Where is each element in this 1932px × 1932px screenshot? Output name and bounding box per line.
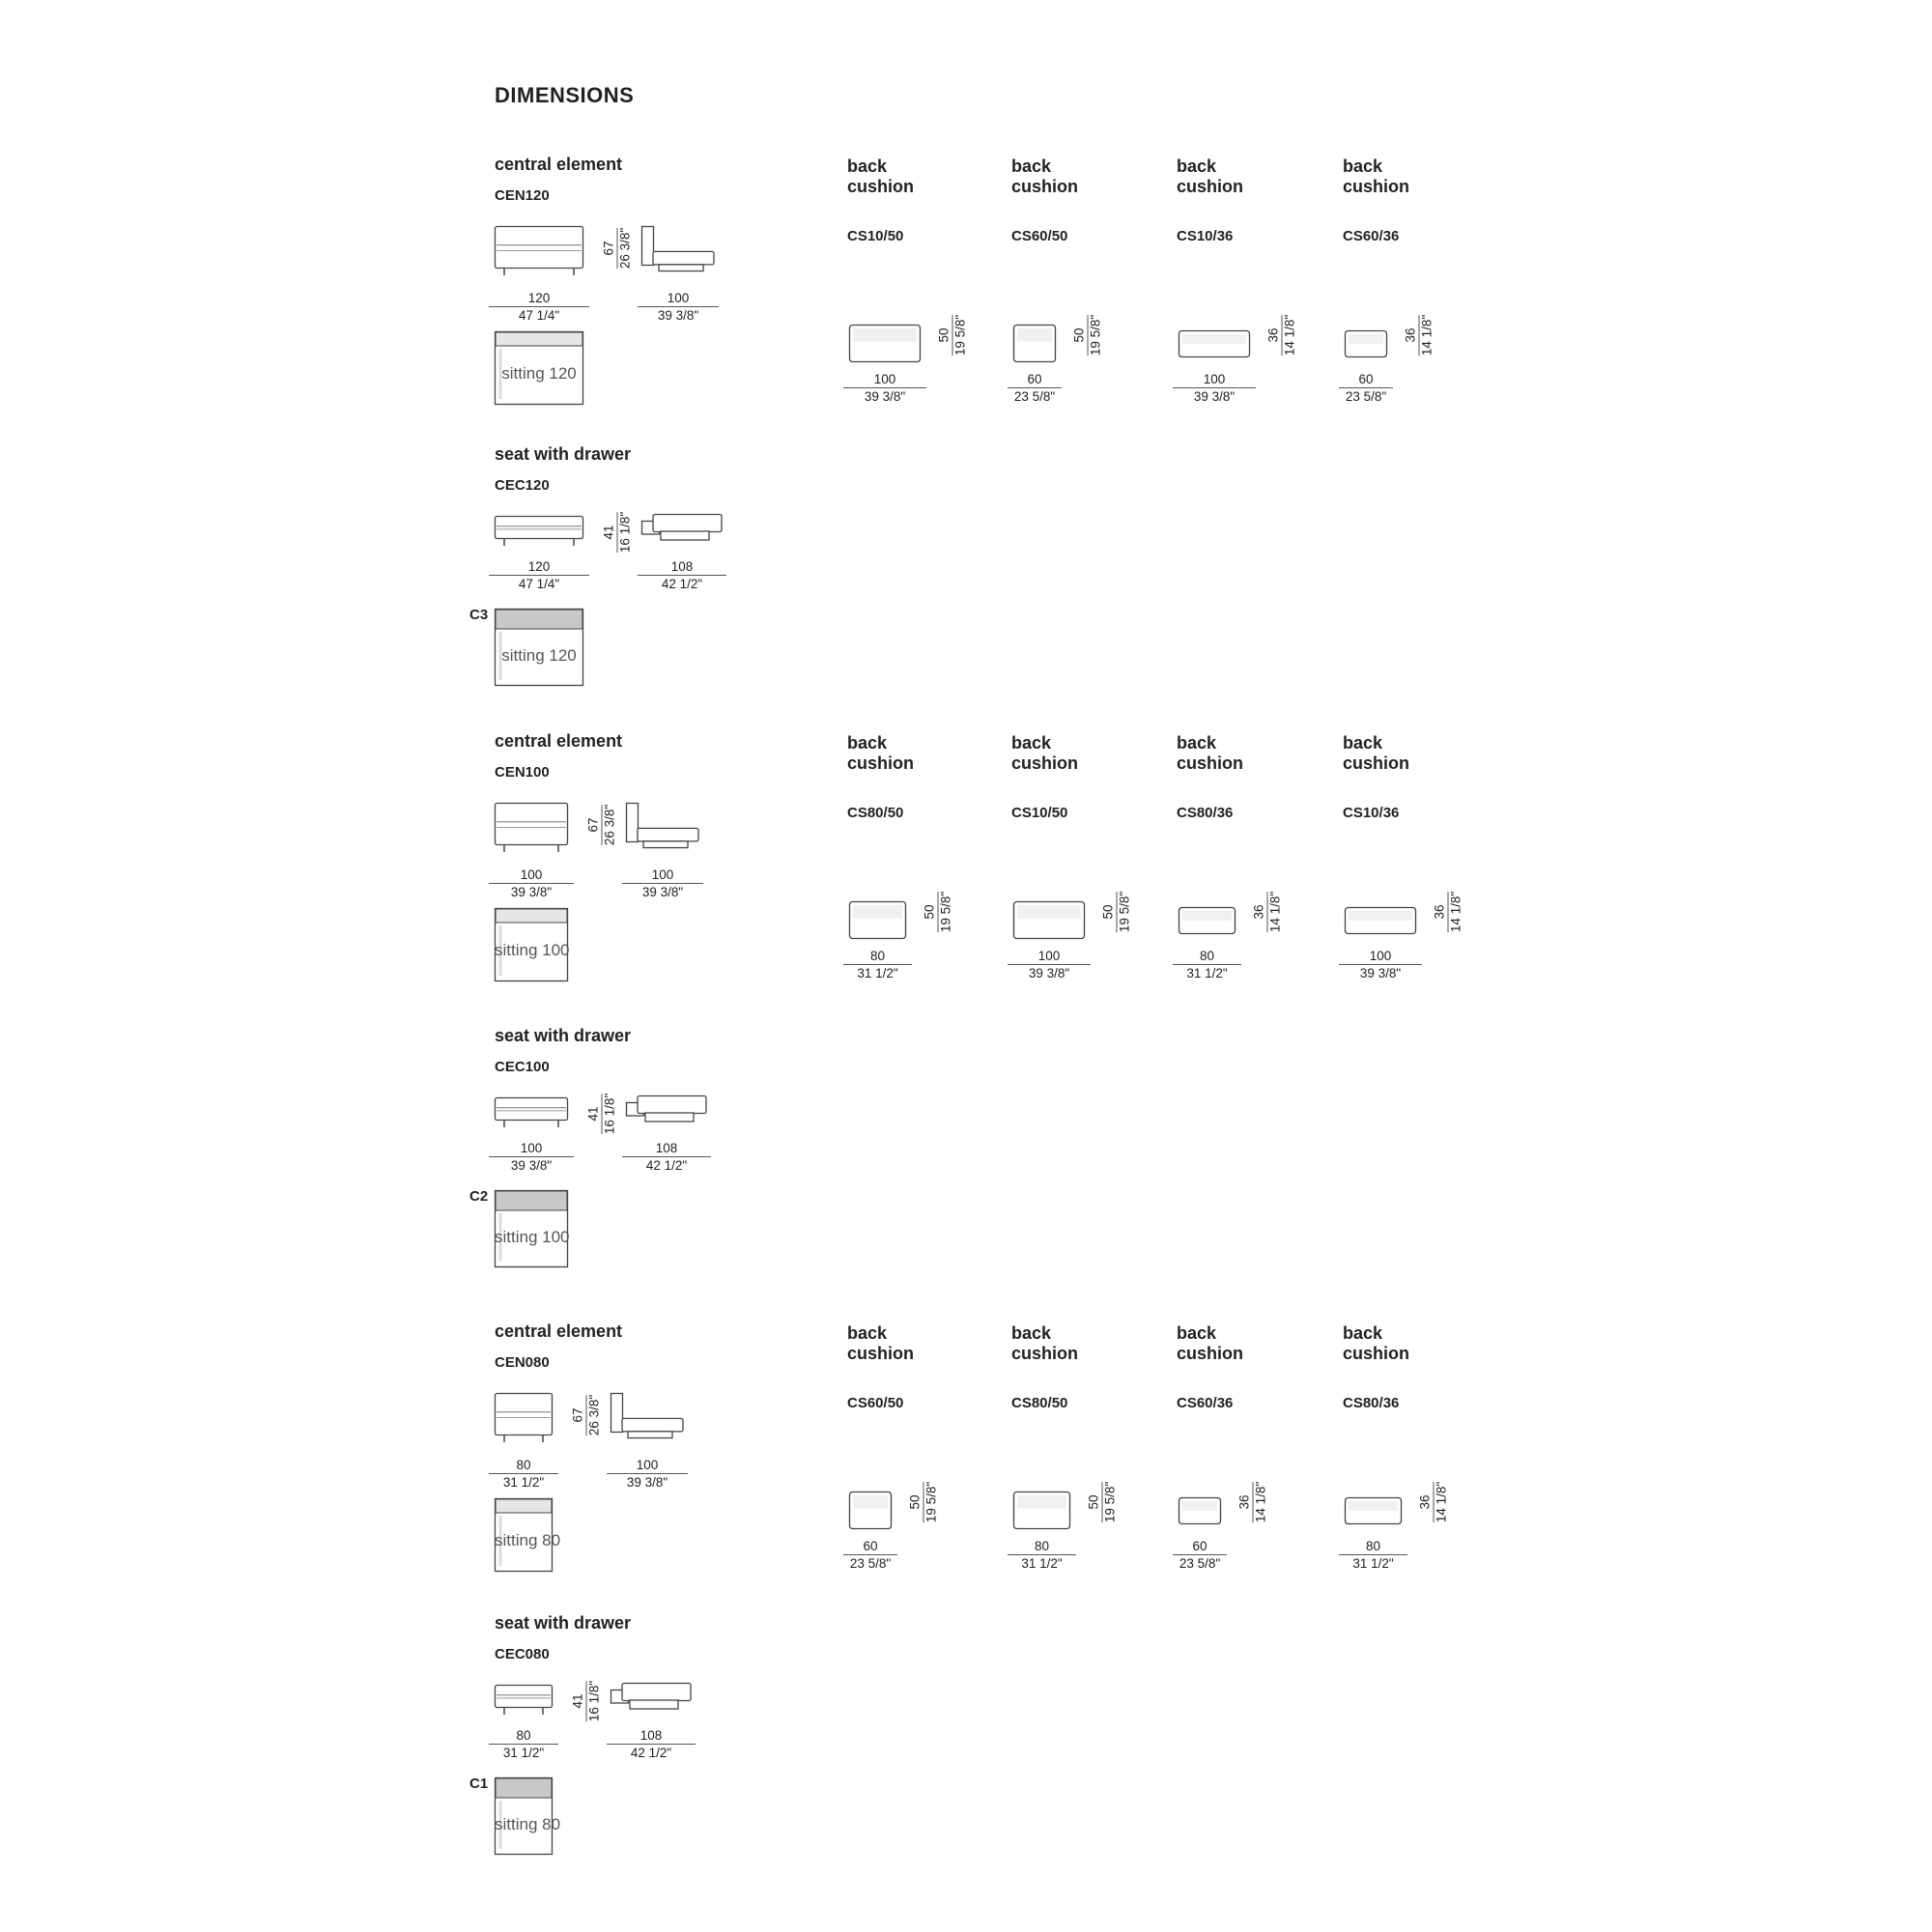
cushion-name: back cushion — [1177, 1323, 1244, 1363]
central-height-dim — [601, 222, 634, 274]
dim-cm: 67 — [585, 817, 601, 833]
dim-inch: 19 5/8" — [952, 314, 968, 356]
dim-cm: 108 — [670, 559, 694, 574]
side-back — [642, 227, 654, 266]
cushion-width-dim — [843, 948, 912, 981]
drawer-base — [645, 1113, 694, 1122]
dim-inch: 23 5/8" — [1008, 387, 1062, 405]
plan-back-band — [496, 1499, 552, 1513]
front-body — [496, 1098, 568, 1121]
dim-cm: 50 — [1071, 327, 1087, 343]
drawer-seat — [638, 1096, 706, 1114]
cushion-height-dim — [1236, 1476, 1269, 1528]
cushion-width-dim — [1008, 371, 1062, 405]
cushion-drawing — [1013, 901, 1085, 939]
front-body — [496, 227, 583, 269]
central-front-view — [495, 226, 583, 276]
cushion-width-dim — [843, 1538, 897, 1572]
dim-cm: 50 — [907, 1494, 923, 1510]
dim-cm: 41 — [570, 1693, 585, 1709]
dim-cm: 108 — [655, 1141, 678, 1155]
dim-cm: 80 — [1365, 1539, 1381, 1553]
dim-cm: 36 — [1432, 904, 1447, 920]
drawer-height-dim — [601, 506, 634, 558]
dim-inch: 14 1/8" — [1448, 891, 1463, 933]
central-width-dim — [489, 867, 574, 900]
cushion-name: back cushion — [1177, 733, 1244, 773]
cushion-drawing — [1179, 1497, 1221, 1524]
seat-label: sitting 80 — [495, 1531, 561, 1549]
cushion-drawing — [1179, 907, 1236, 934]
side-seat — [653, 251, 714, 264]
cushion-drawing — [1013, 1492, 1070, 1529]
drawer-base — [630, 1700, 678, 1709]
cushion-highlight — [1017, 905, 1081, 919]
cushion-code: CS80/50 — [847, 805, 904, 821]
drawer-front-view — [495, 1097, 568, 1128]
dim-inch: 47 1/4" — [489, 306, 589, 324]
dim-inch: 14 1/8" — [1434, 1481, 1449, 1523]
dim-inch: 39 3/8" — [622, 883, 703, 900]
plan-back-band — [496, 610, 582, 629]
cushion-height-dim — [1086, 1476, 1119, 1528]
cushion-drawing — [1345, 1497, 1402, 1524]
dim-inch: 31 1/2" — [1173, 964, 1241, 981]
plan-back-band — [496, 1191, 567, 1210]
cushion-name: back cushion — [847, 733, 915, 773]
dim-cm: 36 — [1265, 327, 1281, 343]
cushion-width-dim — [1173, 371, 1256, 405]
dim-inch: 19 5/8" — [1117, 891, 1132, 933]
cushion-drawing — [849, 1492, 892, 1529]
dim-cm: 80 — [516, 1458, 531, 1472]
cushion-code: CS80/36 — [1343, 1395, 1400, 1411]
cushion-width-dim — [843, 371, 926, 405]
cushion-name: back cushion — [1011, 156, 1079, 196]
cushion-width-dim — [1008, 948, 1091, 981]
cushion-height-dim — [1432, 886, 1464, 938]
dim-cm: 60 — [863, 1539, 878, 1553]
dim-inch: 42 1/2" — [607, 1744, 696, 1761]
dim-inch: 39 3/8" — [1339, 964, 1422, 981]
side-seat — [638, 828, 698, 840]
cushion-highlight — [1182, 1501, 1217, 1511]
cushion-width-dim — [1008, 1538, 1076, 1572]
front-body — [496, 804, 568, 845]
central-width-dim — [489, 1457, 558, 1491]
central-height-dim — [585, 799, 618, 851]
cushion-highlight — [1349, 334, 1383, 344]
drawer-height-dim — [585, 1088, 618, 1140]
central-element-name: central element — [495, 731, 623, 751]
dim-cm: 36 — [1403, 327, 1418, 343]
seat-label: sitting 100 — [495, 1228, 570, 1246]
cushion-code: CS60/50 — [847, 1395, 904, 1411]
cushion-highlight — [1182, 911, 1232, 921]
central-side-view — [626, 803, 699, 853]
cushion-name: back cushion — [1011, 1323, 1079, 1363]
dim-inch: 39 3/8" — [638, 306, 719, 324]
side-base — [628, 1432, 672, 1438]
dim-cm: 80 — [1034, 1539, 1050, 1553]
cushion-height-dim — [922, 886, 954, 938]
dim-inch: 19 5/8" — [938, 891, 953, 933]
dim-cm: 60 — [1192, 1539, 1208, 1553]
dim-cm: 100 — [1203, 372, 1226, 386]
cushion-width-dim — [1339, 1538, 1407, 1572]
cushion-drawing — [1013, 325, 1056, 362]
central-element-name: central element — [495, 155, 623, 174]
dim-cm: 41 — [585, 1106, 601, 1122]
dim-inch: 26 3/8" — [586, 1394, 602, 1436]
drawer-element-code: CEC080 — [495, 1646, 550, 1662]
drawer-c-label: C1 — [469, 1776, 489, 1792]
drawer-element-name: seat with drawer — [495, 444, 632, 464]
central-front-view — [495, 803, 568, 853]
cushion-name: back cushion — [1343, 733, 1410, 773]
dim-inch: 39 3/8" — [1173, 387, 1256, 405]
dim-cm: 36 — [1417, 1494, 1433, 1510]
drawer-width-dim — [489, 558, 589, 592]
cushion-drawing — [1179, 330, 1250, 357]
cushion-width-dim — [1339, 948, 1422, 981]
dim-inch: 47 1/4" — [489, 575, 589, 592]
plan-back-band — [496, 332, 582, 346]
dim-inch: 14 1/8" — [1419, 314, 1435, 356]
drawer-c-label: C2 — [469, 1188, 489, 1205]
drawer-side-view — [641, 514, 723, 547]
cushion-code: CS60/50 — [1011, 228, 1068, 244]
plan-back-band — [496, 909, 567, 923]
cushion-drawing — [1345, 330, 1387, 357]
central-element-code: CEN080 — [495, 1354, 550, 1371]
dim-cm: 36 — [1251, 904, 1266, 920]
drawer-width-dim — [489, 1727, 558, 1761]
dim-inch: 42 1/2" — [638, 575, 726, 592]
central-height-dim — [570, 1389, 603, 1441]
cushion-name: back cushion — [1343, 1323, 1410, 1363]
dim-cm: 36 — [1236, 1494, 1252, 1510]
seat-label: sitting 120 — [501, 364, 577, 383]
dim-inch: 31 1/2" — [489, 1744, 558, 1761]
dim-cm: 50 — [936, 327, 952, 343]
dim-inch: 16 1/8" — [586, 1680, 602, 1722]
central-element-code: CEN120 — [495, 187, 550, 204]
cushion-height-dim — [1251, 886, 1284, 938]
dim-cm: 80 — [1199, 949, 1215, 963]
cushion-highlight — [1349, 1501, 1398, 1511]
dim-inch: 19 5/8" — [923, 1481, 939, 1523]
drawer-front-view — [495, 516, 583, 547]
central-depth-dim — [607, 1457, 688, 1491]
cushion-code: CS10/36 — [1343, 805, 1400, 821]
central-depth-dim — [622, 867, 703, 900]
cushion-highlight — [1349, 911, 1412, 921]
front-body — [496, 1686, 553, 1708]
cushion-code: CS80/36 — [1177, 805, 1234, 821]
drawer-seat — [622, 1684, 691, 1701]
side-base — [643, 841, 688, 848]
page-title: DIMENSIONS — [495, 83, 635, 107]
dim-inch: 23 5/8" — [1339, 387, 1393, 405]
front-body — [496, 1394, 553, 1435]
dim-inch: 31 1/2" — [1339, 1554, 1407, 1572]
cushion-name: back cushion — [1343, 156, 1410, 196]
dim-cm: 120 — [527, 559, 551, 574]
dim-cm: 67 — [570, 1407, 585, 1423]
side-base — [659, 265, 703, 271]
drawer-width-dim — [489, 1140, 574, 1174]
side-back — [611, 1394, 623, 1433]
dim-inch: 42 1/2" — [622, 1156, 711, 1174]
dim-inch: 39 3/8" — [489, 1156, 574, 1174]
dim-cm: 80 — [516, 1728, 531, 1743]
cushion-highlight — [853, 328, 917, 342]
cushion-width-dim — [1339, 371, 1393, 405]
cushion-height-dim — [1417, 1476, 1450, 1528]
cushion-width-dim — [1173, 1538, 1227, 1572]
drawer-element-name: seat with drawer — [495, 1613, 632, 1633]
dim-cm: 41 — [601, 525, 616, 540]
cushion-height-dim — [1403, 309, 1435, 361]
drawer-side-view — [626, 1095, 707, 1128]
drawer-depth-dim — [607, 1727, 696, 1761]
cushion-highlight — [853, 905, 902, 919]
cushion-height-dim — [936, 309, 969, 361]
drawer-base — [661, 531, 709, 540]
cushion-highlight — [1182, 334, 1246, 344]
dim-inch: 14 1/8" — [1282, 314, 1297, 356]
central-element-name: central element — [495, 1321, 623, 1341]
cushion-height-dim — [1071, 309, 1104, 361]
dim-inch: 19 5/8" — [1088, 314, 1103, 356]
central-depth-dim — [638, 290, 719, 324]
dim-cm: 108 — [639, 1728, 663, 1743]
dim-cm: 60 — [1358, 372, 1374, 386]
drawer-c-label: C3 — [469, 607, 489, 623]
dim-cm: 60 — [1027, 372, 1042, 386]
dim-inch: 14 1/8" — [1253, 1481, 1268, 1523]
dim-inch: 31 1/2" — [1008, 1554, 1076, 1572]
cushion-drawing — [1345, 907, 1416, 934]
cushion-height-dim — [1100, 886, 1133, 938]
drawer-element-code: CEC100 — [495, 1059, 550, 1075]
drawer-front-view — [495, 1685, 553, 1716]
dim-inch: 39 3/8" — [1008, 964, 1091, 981]
dim-inch: 16 1/8" — [617, 511, 633, 554]
dim-inch: 26 3/8" — [617, 227, 633, 270]
dim-inch: 39 3/8" — [489, 883, 574, 900]
dim-cm: 100 — [1369, 949, 1392, 963]
dim-cm: 67 — [601, 241, 616, 256]
dim-cm: 100 — [1037, 949, 1061, 963]
dim-cm: 80 — [869, 949, 886, 963]
dim-inch: 26 3/8" — [602, 804, 617, 846]
cushion-highlight — [1017, 1495, 1066, 1509]
dim-inch: 23 5/8" — [843, 1554, 897, 1572]
side-seat — [622, 1418, 683, 1431]
dim-inch: 31 1/2" — [843, 964, 912, 981]
dim-inch: 16 1/8" — [602, 1093, 617, 1135]
cushion-name: back cushion — [847, 156, 915, 196]
dim-inch: 39 3/8" — [843, 387, 926, 405]
cushion-name: back cushion — [1011, 733, 1079, 773]
cushion-drawing — [849, 901, 906, 939]
drawer-depth-dim — [638, 558, 726, 592]
dim-cm: 100 — [520, 867, 543, 882]
seat-label: sitting 80 — [495, 1815, 561, 1833]
dim-cm: 120 — [527, 291, 551, 305]
dim-cm: 50 — [1086, 1494, 1101, 1510]
cushion-code: CS10/50 — [1011, 805, 1068, 821]
drawer-side-view — [611, 1683, 692, 1716]
dim-cm: 100 — [667, 291, 690, 305]
central-width-dim — [489, 290, 589, 324]
cushion-highlight — [853, 1495, 888, 1509]
central-front-view — [495, 1393, 553, 1443]
cushion-code: CS60/36 — [1343, 228, 1400, 244]
cushion-code: CS80/50 — [1011, 1395, 1068, 1411]
drawer-element-code: CEC120 — [495, 477, 550, 494]
cushion-height-dim — [1265, 309, 1298, 361]
cushion-highlight — [1017, 328, 1052, 342]
dim-cm: 100 — [636, 1458, 659, 1472]
drawer-seat — [653, 515, 722, 532]
drawer-height-dim — [570, 1675, 603, 1727]
cushion-width-dim — [1173, 948, 1241, 981]
central-side-view — [641, 226, 715, 276]
dim-inch: 14 1/8" — [1267, 891, 1283, 933]
dim-inch: 39 3/8" — [607, 1473, 688, 1491]
dim-cm: 100 — [651, 867, 674, 882]
seat-label: sitting 100 — [495, 941, 570, 959]
dim-inch: 31 1/2" — [489, 1473, 558, 1491]
seat-label: sitting 120 — [501, 646, 577, 665]
dim-cm: 100 — [520, 1141, 543, 1155]
cushion-height-dim — [907, 1476, 940, 1528]
cushion-name: back cushion — [1177, 156, 1244, 196]
front-body — [496, 517, 583, 539]
drawer-depth-dim — [622, 1140, 711, 1174]
cushion-code: CS10/36 — [1177, 228, 1234, 244]
cushion-code: CS10/50 — [847, 228, 904, 244]
cushion-drawing — [849, 325, 921, 362]
central-element-code: CEN100 — [495, 764, 550, 781]
side-back — [627, 804, 639, 842]
dim-inch: 23 5/8" — [1173, 1554, 1227, 1572]
dim-cm: 100 — [873, 372, 896, 386]
plan-back-band — [496, 1778, 552, 1798]
drawer-element-name: seat with drawer — [495, 1026, 632, 1045]
cushion-name: back cushion — [847, 1323, 915, 1363]
central-side-view — [611, 1393, 684, 1443]
dim-cm: 50 — [1100, 904, 1116, 920]
dim-inch: 19 5/8" — [1102, 1481, 1118, 1523]
cushion-code: CS60/36 — [1177, 1395, 1234, 1411]
dim-cm: 50 — [922, 904, 937, 920]
